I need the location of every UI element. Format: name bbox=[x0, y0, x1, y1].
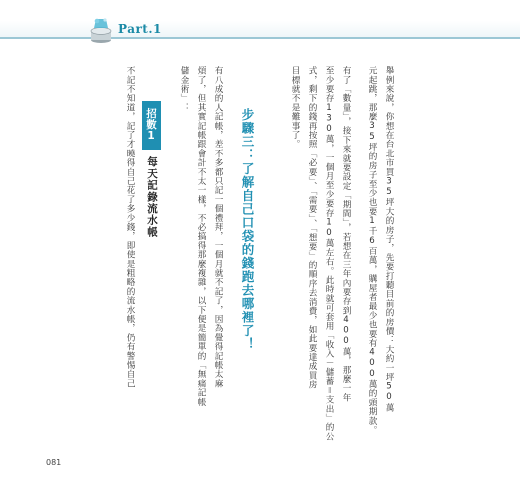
header-divider bbox=[0, 37, 520, 39]
paragraph2-line-1: 有八成的人記帳，差不多都只記一個禮拜，一個月就不記了，因為覺得記帳太麻 bbox=[213, 66, 223, 388]
paragraph3-line-1: 不記不知道，記了才曉得自己花了多少錢，即使是粗略的流水帳，仍有警惕自己 bbox=[125, 66, 135, 388]
paragraph2-line-3: 儲金術」： bbox=[179, 66, 189, 112]
piggy-bank-coins-icon bbox=[88, 16, 114, 44]
paragraph1-line-5: 式，剩下的錢再按照「必要」、「需要」、「想要」的順序去消費，如此要達成買房 bbox=[307, 66, 317, 390]
paragraph1-line-3: 有了「數量」，接下來就要設定「期間」，若想在三年內要存到400萬，那麼一年 bbox=[341, 66, 351, 402]
paragraph1-line-1: 舉例來說，你想在台北市買35坪大的房子，先要打聽目前的房價：大約一坪50萬 bbox=[384, 66, 394, 412]
paragraph1-line-2: 元起跳，那麼35坪的房子至少也要1千6百萬，購屋者最少也要有400萬的頭期款。 bbox=[367, 66, 377, 435]
part-label: Part.1 bbox=[118, 22, 162, 36]
tip-badge: 招數1 bbox=[142, 101, 161, 150]
tip-title: 每天記錄流水帳 bbox=[146, 156, 158, 238]
page-number: 081 bbox=[46, 458, 62, 467]
paragraph2-line-2: 煩了，但其實記帳跟會計不太一樣，不必搞得那麼複雜，以下便是簡單的「無痛記帳 bbox=[196, 66, 206, 407]
step-heading: 步驟三：了解自己口袋的錢跑去哪裡了！ bbox=[240, 108, 255, 351]
paragraph1-line-4: 至少要存130萬，一個月至少要存10萬左右。此時就可套用「收入－儲蓄＝支出」的公 bbox=[324, 66, 334, 441]
paragraph1-line-6: 目標就不是難事了。 bbox=[290, 66, 300, 149]
page-header bbox=[0, 0, 520, 38]
